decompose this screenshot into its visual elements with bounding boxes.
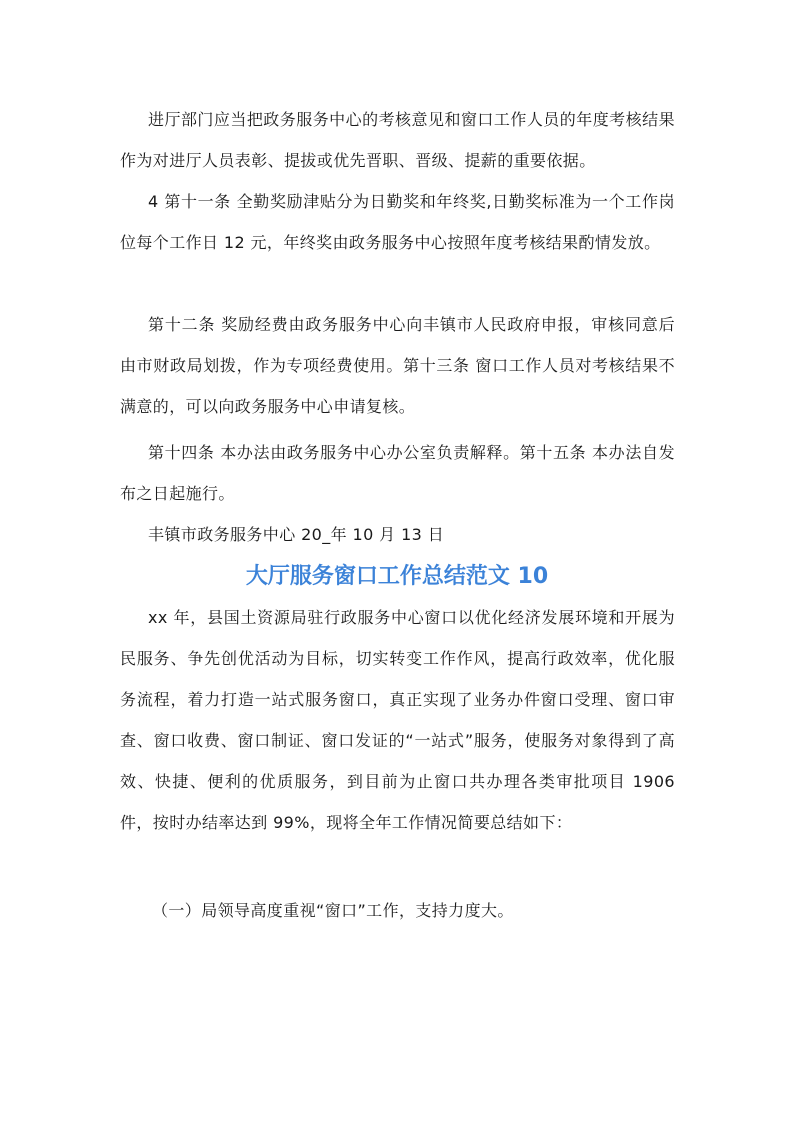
- paragraph-appraisal-results: 进厅部门应当把政务服务中心的考核意见和窗口工作人员的年度考核结果作为对进厅人员表彰、提拔或优先晋职、晋级、提薪的重要依据。: [120, 110, 675, 170]
- section-title: 大厅服务窗口工作总结范文 10: [245, 564, 549, 589]
- paragraph-article-14-15: 第十四条 本办法由政务服务中心办公室负责解释。第十五条 本办法自发布之日起施行。: [120, 443, 675, 503]
- signature-line: 丰镇市政务服务中心 20_年 10 月 13 日: [148, 525, 445, 544]
- paragraph-article-11: 4 第十一条 全勤奖励津贴分为日勤奖和年终奖,日勤奖标准为一个工作岗位每个工作日 12 元，年终奖由政务服务中心按照年度考核结果酌情发放。: [120, 192, 675, 252]
- section-paragraph: xx 年，县国土资源局驻行政服务中心窗口以优化经济发展环境和开展为民服务、争先创优活动为目标，切实转变工作作风，提高行政效率，优化服务流程，着力打造一站式服务窗口，真正实现了业务办件窗口受理、窗口审查、窗口收费、窗口制证、窗口发证的“一站式”服务，使服务对象得到了高效、快捷、便利的优质服务，到目前为止窗口共办理各类审批项目 1906 件，按时办结率达到 99%，现将全年工作情况简要总结如下：: [120, 608, 675, 832]
- paragraph-article-12-13: 第十二条 奖励经费由政务服务中心向丰镇市人民政府申报，审核同意后由市财政局划拨，作为专项经费使用。第十三条 窗口工作人员对考核结果不满意的，可以向政务服务中心申请复核。: [120, 315, 675, 416]
- subheading-leadership: （一）局领导高度重视“窗口”工作，支持力度大。: [152, 901, 514, 920]
